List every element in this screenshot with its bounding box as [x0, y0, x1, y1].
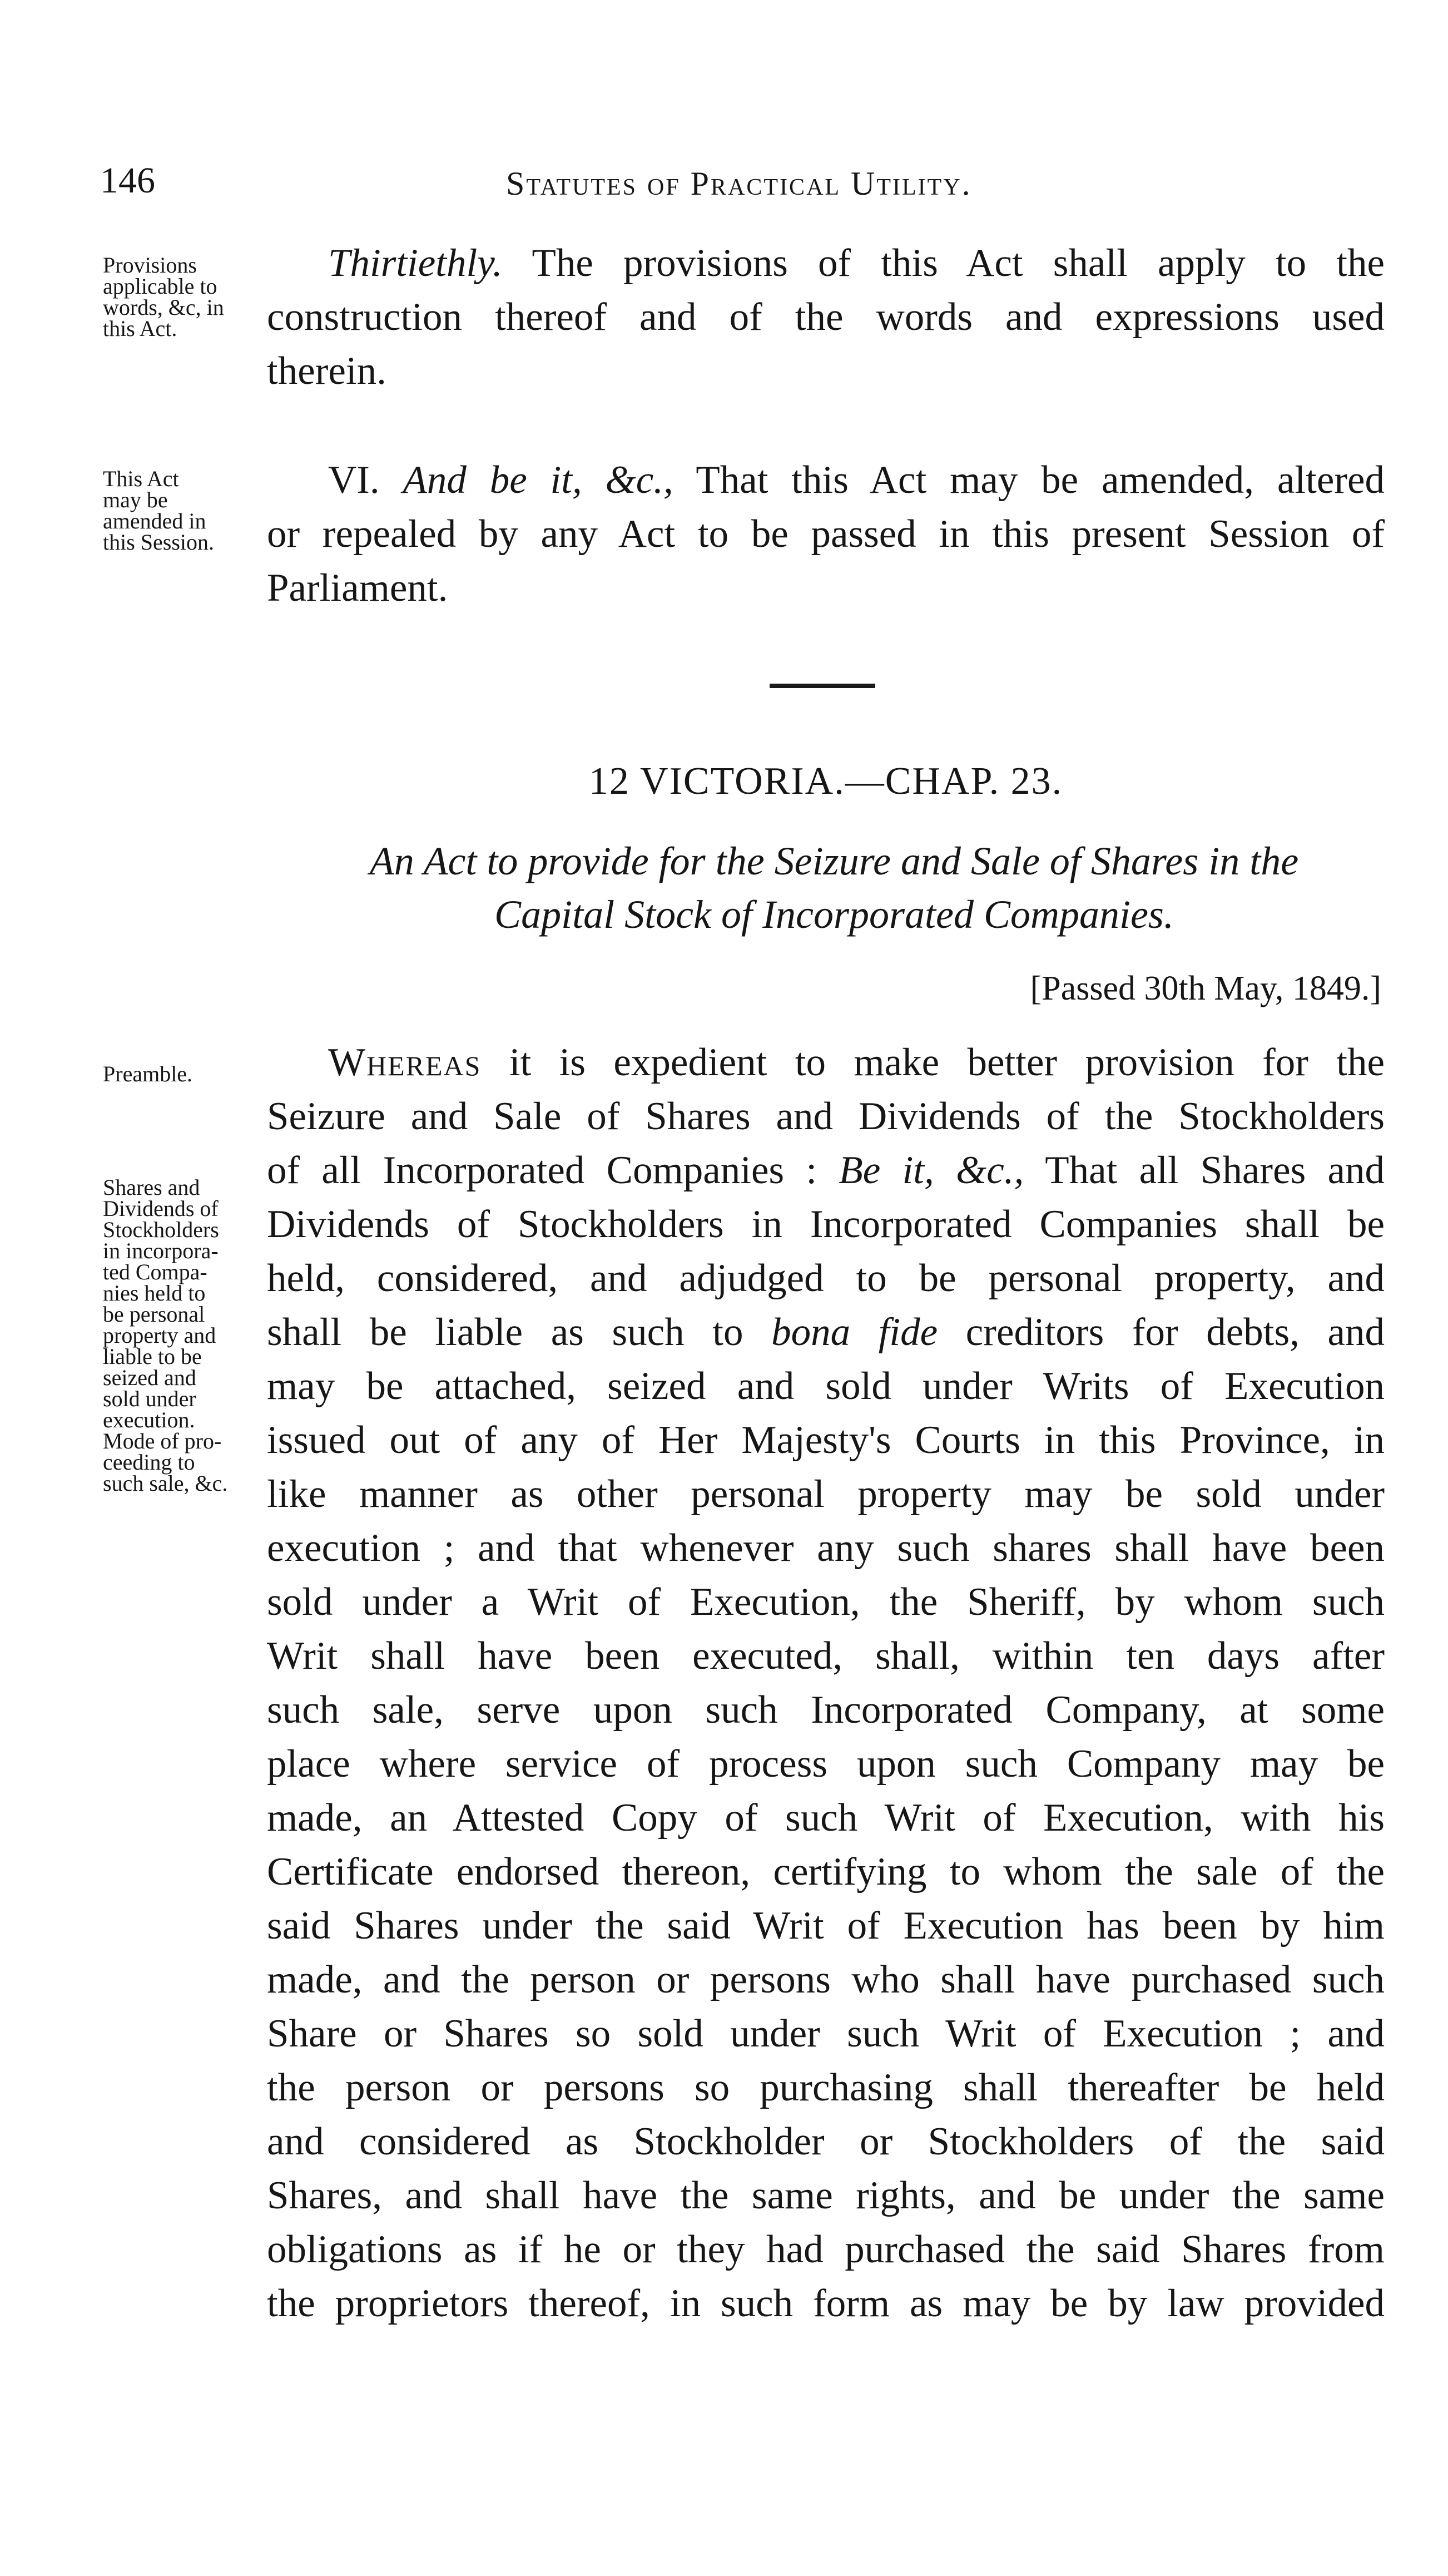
margin-note-line: nies held to	[103, 1280, 206, 1306]
margin-note-line: liable to be	[103, 1344, 202, 1369]
margin-note-line: amended in	[103, 508, 206, 533]
text-line: Seizure and Sale of Shares and Dividends of the Stockholders	[267, 1095, 1385, 1138]
text-line	[267, 236, 1385, 290]
margin-note-line: Provisions	[103, 253, 197, 278]
margin-note-line: property and	[103, 1323, 216, 1348]
margin-note-line: applicable to	[103, 274, 217, 299]
text-run: That this Act may be amended, altered	[673, 458, 1385, 502]
subtitle-line: Capital Stock of Incorporated Companies.	[494, 892, 1174, 937]
margin-note-shares	[103, 1177, 286, 1494]
paragraph-section-vi	[267, 453, 1385, 615]
margin-note-line: ted Compa-	[103, 1259, 207, 1284]
margin-note-line: Dividends of	[103, 1196, 219, 1221]
text-run: That all Shares and	[1024, 1149, 1385, 1192]
text-line: Share or Shares so sold under such Writ of Execution ; and	[267, 2012, 1385, 2055]
text-line: obligations as if he or they had purchased the said Shares from	[267, 2228, 1385, 2271]
text-line: the person or persons so purchasing shall thereafter be held	[267, 2066, 1385, 2109]
text-line: Parliament.	[267, 566, 448, 610]
text-line: or repealed by any Act to be passed in this present Session of	[267, 512, 1385, 556]
text-line: execution ; and that whenever any such shares shall have been	[267, 1526, 1385, 1570]
margin-note-amended	[103, 468, 286, 553]
text-line	[267, 1144, 1385, 1198]
text-line: issued out of any of Her Majesty's Courts in this Province, in	[267, 1418, 1385, 1462]
text-line: place where service of process upon such Company may be	[267, 1742, 1385, 1786]
margin-note-line: such sale, &c.	[103, 1471, 228, 1496]
page-number: 146	[100, 160, 155, 201]
text-run: shall be liable as such to	[267, 1311, 772, 1354]
text-line: and considered as Stockholder or Stockholders of the said	[267, 2120, 1385, 2163]
text-run: it is expedient to make better provision for the	[481, 1041, 1385, 1084]
margin-note-line: this Session.	[103, 530, 215, 555]
margin-note-line: execution.	[103, 1407, 195, 1432]
margin-note-line: Shares and	[103, 1175, 200, 1200]
italic-run: bona fide	[771, 1311, 938, 1354]
margin-note-line: ceeding to	[103, 1450, 195, 1475]
italic-lead: And be it, &c.,	[403, 458, 673, 502]
text-line: like manner as other personal property may be sold under	[267, 1472, 1385, 1516]
margin-note-line: sold under	[103, 1386, 196, 1411]
text-line	[267, 1036, 1385, 1090]
margin-note-line: be personal	[103, 1302, 205, 1327]
text-line: such sale, serve upon such Incorporated Company, at some	[267, 1688, 1385, 1732]
text-run: The provisions of this Act shall apply to the	[502, 241, 1385, 285]
text-line: held, considered, and adjudged to be personal property, and	[267, 1257, 1385, 1300]
text-line: said Shares under the said Writ of Execution has been by him	[267, 1904, 1385, 1947]
margin-note-line: seized and	[103, 1365, 196, 1390]
text-line: construction thereof and of the words and expressions used	[267, 295, 1385, 339]
text-line	[267, 1306, 1385, 1359]
margin-note-line: words, &c, in	[103, 295, 224, 320]
text-run: creditors for debts, and	[938, 1311, 1385, 1354]
text-line: Shares, and shall have the same rights, and be under the same	[267, 2174, 1385, 2217]
section-numeral: VI.	[328, 458, 380, 502]
whereas-word: Whereas	[328, 1041, 482, 1084]
text-line: Certificate endorsed thereon, certifying to whom the sale of the	[267, 1850, 1385, 1893]
text-line: may be attached, seized and sold under Writs of Execution	[267, 1364, 1385, 1408]
margin-note-provisions	[103, 255, 286, 339]
italic-lead: Thirtiethly.	[328, 241, 503, 285]
text-line: Writ shall have been executed, shall, within ten days after	[267, 1634, 1385, 1678]
italic-run: Be it, &c.,	[839, 1149, 1024, 1192]
paragraph-thirtiethly	[267, 236, 1385, 398]
passed-date: [Passed 30th May, 1849.]	[1030, 970, 1381, 1007]
chapter-title: 12 VICTORIA.—CHAP. 23.	[588, 760, 1063, 803]
running-title: Statutes of Practical Utility.	[506, 165, 972, 202]
text-line: Dividends of Stockholders in Incorporated Companies shall be	[267, 1203, 1385, 1246]
chapter-subtitle	[289, 834, 1379, 941]
subtitle-line: An Act to provide for the Seizure and Sale of Shares in the	[369, 839, 1299, 883]
margin-note-line: in incorpora-	[103, 1238, 219, 1263]
text-line: sold under a Writ of Execution, the Sheriff, by whom such	[267, 1580, 1385, 1624]
margin-note-line: this Act.	[103, 316, 177, 341]
margin-note-line: This Act	[103, 466, 179, 491]
margin-note-preamble: Preamble.	[103, 1061, 193, 1086]
text-line: made, and the person or persons who shall have purchased such	[267, 1958, 1385, 2001]
text-line: therein.	[267, 349, 386, 393]
section-divider-rule	[770, 684, 875, 688]
text-line	[267, 453, 1385, 507]
text-line: made, an Attested Copy of such Writ of Execution, with his	[267, 1796, 1385, 1840]
margin-note-line: Mode of pro-	[103, 1428, 222, 1453]
text-line: the proprietors thereof, in such form as may be by law provided	[267, 2282, 1385, 2325]
text-run: of all Incorporated Companies :	[267, 1149, 839, 1192]
margin-note-line: Stockholders	[103, 1217, 219, 1242]
margin-note-line: may be	[103, 487, 168, 512]
paragraph-body	[267, 1036, 1385, 2331]
